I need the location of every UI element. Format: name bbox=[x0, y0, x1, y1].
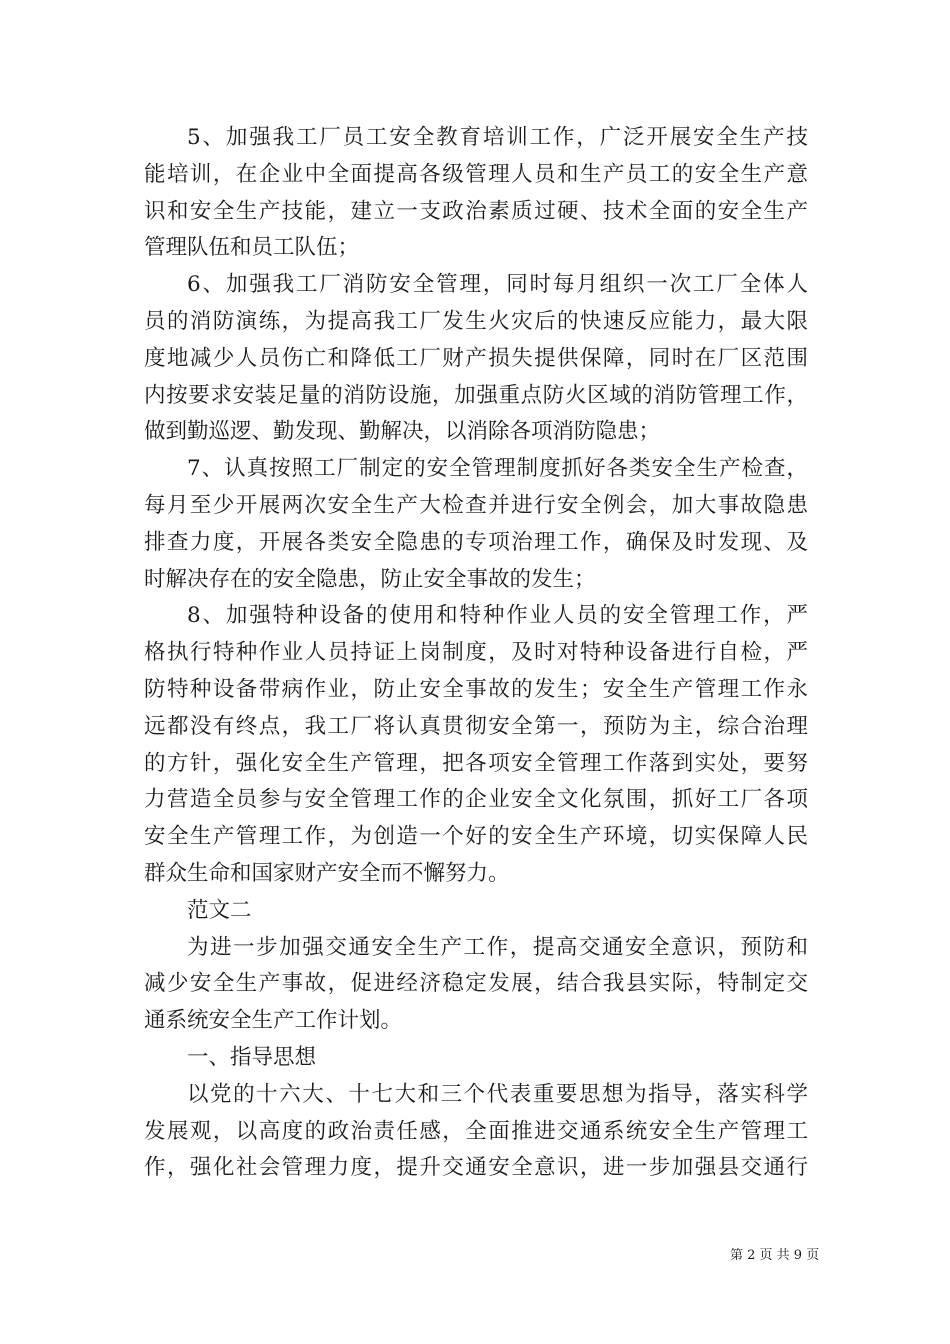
text-line: 5、加强我工厂员工安全教育培训工作，广泛开展安全生产技 bbox=[187, 125, 808, 150]
text-line: 7、认真按照工厂制定的安全管理制度抓好各类安全生产检查， bbox=[187, 456, 808, 482]
text-line: 每月至少开展两次安全生产大检查并进行安全例会，加大事故隐患 bbox=[144, 492, 808, 518]
text-line: 8、加强特种设备的使用和特种作业人员的安全管理工作，严 bbox=[187, 603, 808, 629]
text-line: 的方针，强化安全生产管理，把各项安全管理工作落到实处，要努 bbox=[144, 750, 808, 776]
text-line: 发展观，以高度的政治责任感，全面推进交通系统安全生产管理工 bbox=[144, 1118, 808, 1144]
page-number: 第 2 页 共 9 页 bbox=[730, 1248, 820, 1263]
text-line: 安全生产管理工作，为创造一个好的安全生产环境，切实保障人民 bbox=[144, 824, 808, 850]
text-line: 格执行特种作业人员持证上岗制度，及时对特种设备进行自检，严 bbox=[144, 640, 808, 666]
text-line: 度地减少人员伤亡和降低工厂财产损失提供保障，同时在厂区范围 bbox=[144, 345, 808, 371]
text-line: 排查力度，开展各类安全隐患的专项治理工作，确保及时发现、及 bbox=[144, 529, 808, 555]
text-line: 一、指导思想 bbox=[187, 1044, 317, 1070]
text-line: 员的消防演练，为提高我工厂发生火灾后的快速反应能力，最大限 bbox=[144, 308, 808, 334]
text-line: 管理队伍和员工队伍； bbox=[144, 235, 360, 261]
text-line: 做到勤巡逻、勤发现、勤解决，以消除各项消防隐患； bbox=[144, 419, 661, 445]
text-line: 力营造全员参与安全管理工作的企业安全文化氛围，抓好工厂各项 bbox=[144, 787, 808, 813]
text-line: 范文二 bbox=[187, 897, 252, 923]
text-line: 以党的十六大、十七大和三个代表重要思想为指导，落实科学 bbox=[187, 1081, 808, 1107]
text-line: 能培训，在企业中全面提高各级管理人员和生产员工的安全生产意 bbox=[144, 161, 808, 187]
text-line: 识和安全生产技能，建立一支政治素质过硬、技术全面的安全生产 bbox=[144, 198, 808, 224]
text-line: 减少安全生产事故，促进经济稳定发展，结合我县实际，特制定交 bbox=[144, 971, 808, 997]
text-line: 群众生命和国家财产安全而不懈努力。 bbox=[144, 860, 510, 886]
text-line: 通系统安全生产工作计划。 bbox=[144, 1008, 403, 1034]
text-line: 内按要求安装足量的消防设施，加强重点防火区域的消防管理工作， bbox=[144, 382, 808, 408]
document-body bbox=[144, 120, 808, 1187]
text-line: 作，强化社会管理力度，提升交通安全意识，进一步加强县交通行 bbox=[144, 1155, 808, 1181]
text-line: 为进一步加强交通安全生产工作，提高交通安全意识，预防和 bbox=[187, 934, 808, 960]
text-line: 时解决存在的安全隐患，防止安全事故的发生； bbox=[144, 566, 596, 592]
text-line: 远都没有终点，我工厂将认真贯彻安全第一，预防为主，综合治理 bbox=[144, 713, 808, 739]
text-line: 防特种设备带病作业，防止安全事故的发生；安全生产管理工作永 bbox=[144, 676, 808, 702]
text-line: 6、加强我工厂消防安全管理，同时每月组织一次工厂全体人 bbox=[187, 272, 808, 298]
